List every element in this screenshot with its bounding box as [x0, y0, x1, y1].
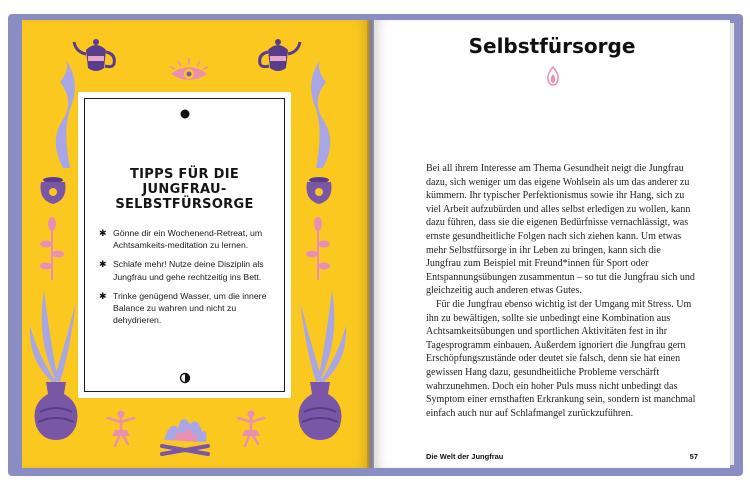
flame-icon	[310, 60, 336, 170]
paragraph: Bei all ihrem Interesse am Thema Gesundheit neigt die Jungfrau dazu, sich weniger um das eigene Wohlsein als um das anderer zu kümmern. Ihr typischer Perfektionismus sowie ihr Hang, sich zu viel Arbeit aufzubürden und alles selbst erledigen zu wollen, kann dazu führen, dass sie die eigenen Bedürfnisse vernachlässigt, was ernste gesundheitliche Folgen nach sich ziehen kann. Um etwas mehr Selbstfürsorge in ihr Leben zu bringen, kann sich die Jungfrau zum Beispiel mit Freund*innen für Sport oder Entspannungsübungen zusammentun – so tut die Jungfrau sich und gleichzeitig auch anderen etwas Gutes.	[426, 163, 695, 297]
flower-icon	[40, 216, 64, 282]
teapot-icon	[72, 34, 120, 80]
pot-icon	[302, 172, 336, 206]
book-spread	[22, 20, 732, 468]
tips-list	[99, 227, 285, 333]
running-footer: Die Welt der Jungfrau	[426, 452, 504, 461]
panel-title-line: TIPPS FÜR DIE	[129, 167, 240, 182]
panel-title-line: SELBSTFÜRSORGE	[115, 197, 254, 212]
paragraph: Für die Jungfrau ebenso wichtig ist der Umgang mit Stress. Um ihn zu bewältigen, sollte sie unbedingt eine Kombination aus Achtsamkeitsübungen und sportlichen Aktivitäten fest in ihr Tagesprogramm einbauen. Außerdem ignoriert die Jungfrau gern Erschöpfungszustände oder deutet sie falsch, denn sie hat einen gewissen Hang dazu, gesundheitliche Probleme verschärft wahrzunehmen. Doch ein hoher Puls muss nicht unbedingt das Symptom einer ernsthaften Erkrankung sein, sondern ist manchmal einfach auch nur auf Schlafmangel zurückzuführen.	[426, 298, 696, 419]
teapot-icon	[254, 34, 302, 80]
vase-icon	[26, 290, 86, 442]
pot-icon	[36, 172, 70, 206]
tip-text: Gönne dir ein Wochenend-Retreat, um Achtsamkeits-meditation zu lernen.	[113, 228, 263, 251]
vase-icon	[290, 290, 350, 442]
panel-frame	[84, 98, 285, 392]
asterisk-icon: ✱	[99, 290, 107, 301]
tip-item	[99, 258, 285, 282]
eye-icon	[166, 56, 212, 86]
moon-icon	[179, 108, 191, 120]
flame-icon	[546, 66, 560, 86]
body-text	[426, 162, 696, 420]
page-number: 57	[689, 452, 698, 461]
tip-text: Schlafe mehr! Nutze deine Disziplin als Jungfrau und gehe rechtzeitig ins Bett.	[113, 259, 264, 282]
flower-icon	[306, 216, 330, 282]
campfire-icon	[156, 410, 214, 458]
tip-text: Trinke genügend Wasser, um die innere Balance zu wahren und nicht zu dehydrieren.	[113, 290, 267, 326]
tip-item	[99, 227, 285, 251]
right-page	[374, 20, 730, 468]
page-heading: Selbstfürsorge	[468, 34, 636, 58]
panel-title	[85, 167, 284, 212]
panel-title-line: JUNGFRAU-	[142, 182, 227, 197]
page-edges	[730, 23, 734, 465]
asterisk-icon: ✱	[99, 259, 107, 270]
dancer-icon	[234, 408, 268, 448]
tip-item	[99, 290, 285, 327]
flame-icon	[50, 60, 76, 170]
moon-icon	[179, 372, 191, 384]
asterisk-icon: ✱	[99, 228, 107, 238]
tips-panel	[78, 92, 291, 398]
left-page	[22, 20, 370, 468]
dancer-icon	[104, 408, 138, 448]
